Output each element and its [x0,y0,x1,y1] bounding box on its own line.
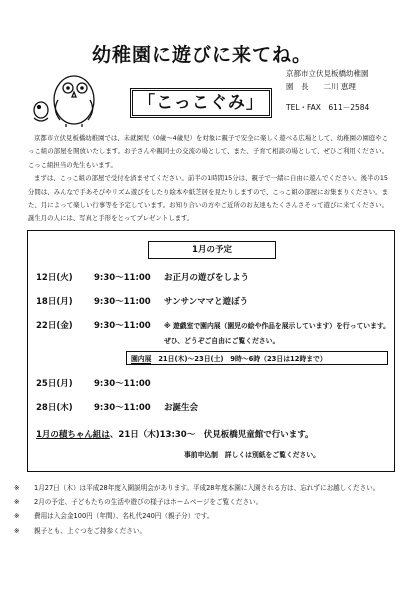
baby-group-note: 事前申込制 詳しくは別紙をご覧ください。 [184,451,320,459]
schedule-event [36,319,390,331]
exhibition-period [126,351,388,365]
event-time: 9:30～11:00 [94,297,151,307]
tel-line [286,102,369,113]
event-label: サンサンママと遊ぼう [164,297,249,307]
intro-text [28,132,388,226]
note-item [14,481,404,495]
headline: 幼稚園に遊びに来てね。 [92,44,313,66]
note-item [14,509,404,523]
organization-block [286,68,369,113]
tel-label: TEL・FAX [286,103,321,112]
event-date: 22日(金) [36,321,73,331]
note-text: 2月の予定、子どもたちの生活や遊びの様子はホームページをご覧ください。 [34,498,263,507]
note-mark: ※ [14,512,20,521]
schedule-event [36,271,249,283]
schedule-title: 1月の予定 [148,241,276,259]
note-mark: ※ [14,484,20,492]
intro-paragraph: 京都市立伏見板橋幼稚園では、未就園児（0歳～4歳児）を対象に親子で安全に楽しく遊べる広場として、幼稚園の園庭やこっこ組の部屋を開放いたします。お子さんや親同士の交流の場として、また、子育て相談の場として、ぜひご利用ください。こっこ組担当の先生もいます。 [28,134,388,169]
owl-illustration [28,66,108,128]
baby-group-detail: 、21日（木)13:30～ 伏見板橋児童館で行います。 [109,430,314,440]
schedule-event [36,401,198,413]
event-note: ぜひ、どうぞご自由にご覧ください。 [164,337,280,345]
event-date: 25日(月) [36,379,73,389]
note-item [14,524,404,538]
event-time: 9:30～11:00 [94,403,151,413]
period-text: 21日(木)～23日(土) 9時～6時（23日は12時まで） [158,355,327,363]
note-mark: ※ [14,498,20,507]
event-time: 9:30～11:00 [94,273,151,283]
note-item [14,495,404,509]
intro-paragraph: まずは、こっこ組の部屋で受付を済ませてください。前半の1時間15分は、親子で一緒に自由に遊んでください。後半の15分間は、みんなで手あそびやリズム遊びをしたり絵本や紙芝居を見たりしますので、こっこ組の部屋にお集まりください。また、月によって楽しい行事等を予定しています。お知り合いの方やご近所のお友達もたくさんさそって遊びに来てください。誕生月の人には、写真と手形をとってプレゼントします。 [28,174,388,223]
period-tag: 園内展 [131,355,152,363]
note-text: 1月27日（木）は平成28年度入園説明会があります。平成28年度本園に入園される方は、忘れずにお越しください。 [34,484,380,492]
class-title: 「こっこぐみ」 [130,88,272,118]
principal-label: 園 長 [286,82,309,91]
notes-list [14,481,404,538]
schedule-box [27,230,395,472]
principal-line [286,81,369,92]
schedule-event [36,295,248,307]
baby-group-title: 1月の積ちゃん組は [36,430,110,440]
tel-number: 611－2584 [328,103,370,112]
event-label: お誕生会 [164,403,199,413]
event-label: お正月の遊びをしよう [164,273,250,283]
event-time: 9:30～11:00 [94,379,151,389]
event-date: 12日(火) [36,273,73,283]
event-date: 28日(木) [36,403,73,413]
org-name: 京都市立伏見板橋幼稚園 [286,69,369,78]
principal-name: 二川 恵理 [323,82,356,91]
event-date: 18日(月) [36,297,73,307]
note-mark: ※ [14,526,20,535]
baby-group-notice [36,428,314,440]
schedule-event [36,377,164,389]
event-time: 9:30～11:00 [94,321,151,331]
event-label: ※ 遊戯室で園内展（園児の絵や作品を展示しています）を行っています。 [164,322,390,330]
note-text: 費用は入会金100円（年間）、名札代240円（親子分）です。 [34,512,214,521]
note-text: 親子とも、上ぐつをご持参ください。 [34,526,147,535]
